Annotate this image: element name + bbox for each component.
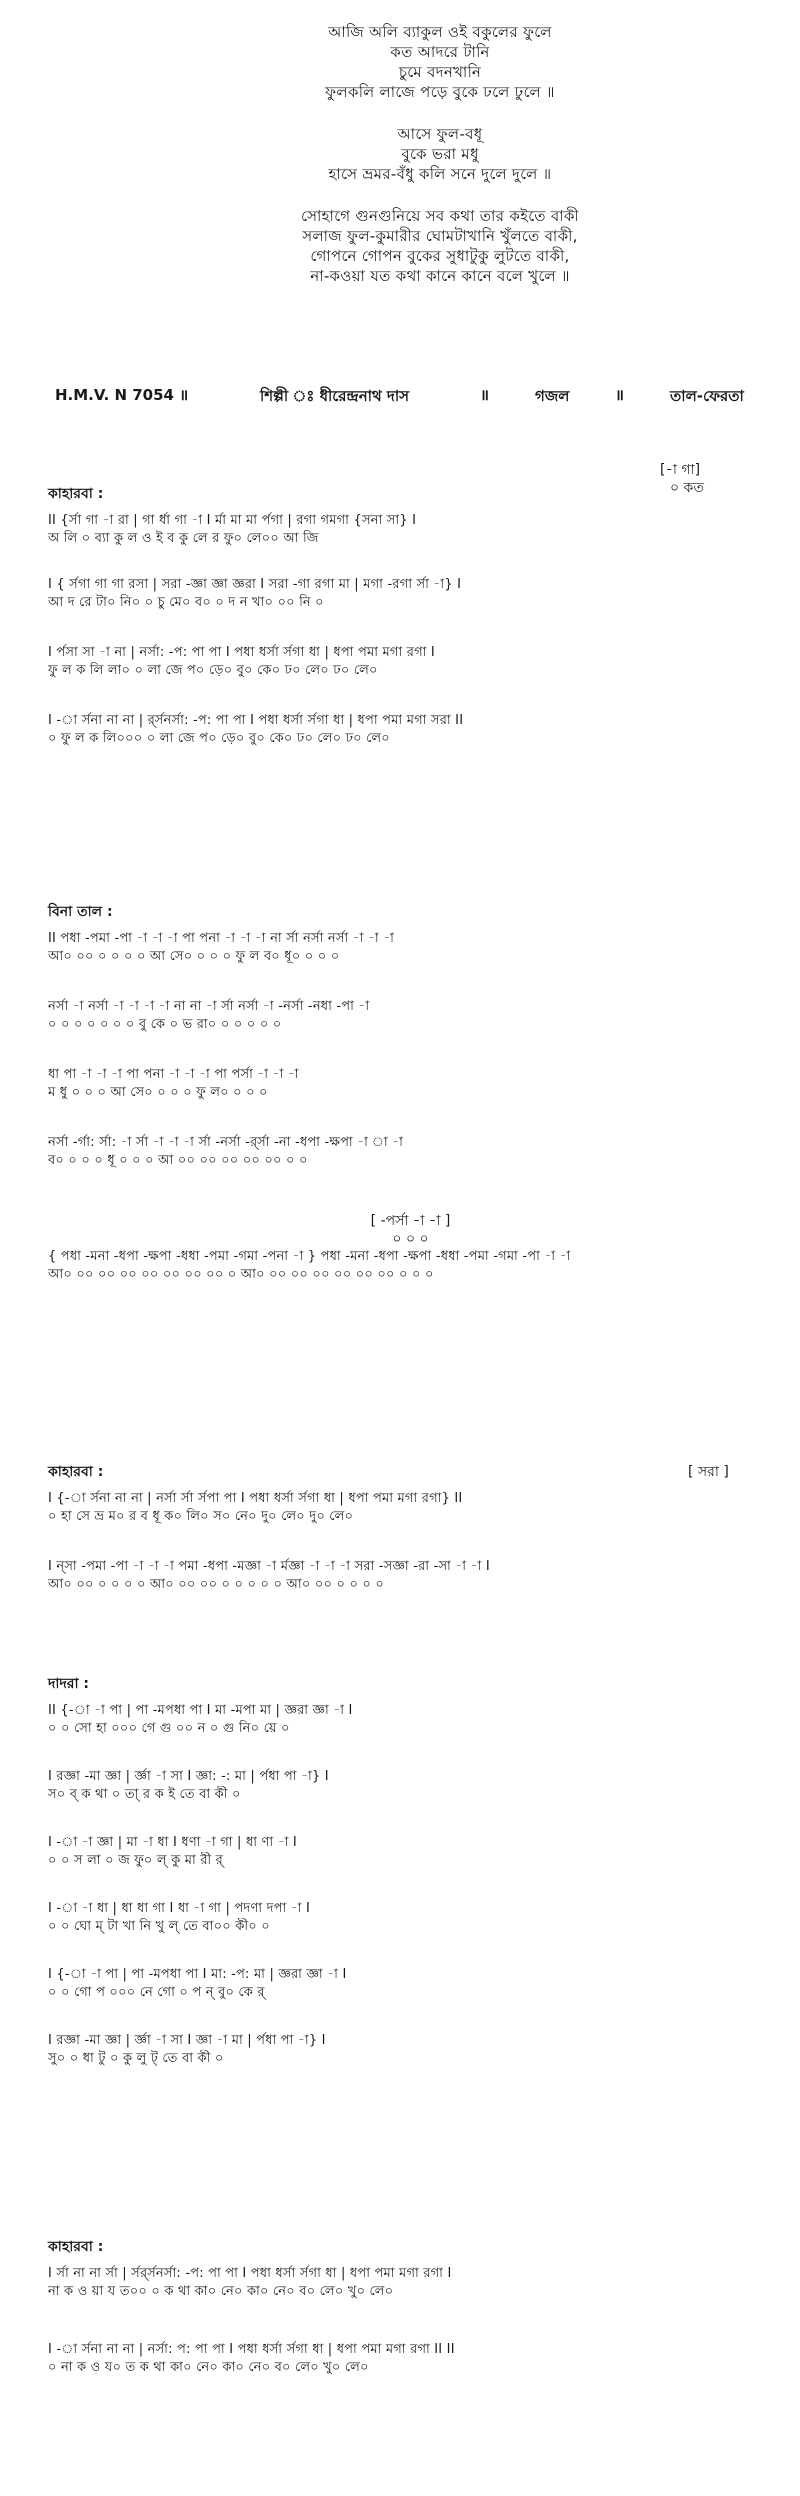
notation-row — [48, 1248, 773, 1284]
bracket-notes: [ সরা ] — [688, 1464, 729, 1480]
syllable-line: ০ ০ সো হা ০০০ গে গু ০০ ন ০ গু নি০ য়ে ০ — [48, 1721, 290, 1736]
ornament-notes: [ -পর্সা -া -া ] — [370, 1213, 451, 1229]
notation-row — [48, 1134, 773, 1170]
syllable-line: না ক ও য়া য ত০০ ০ ক থা কা০ নে০ কা০ নে০ ব০ লে০ খু০ লে০ — [48, 2284, 394, 2299]
syllable-line: আ০ ০০ ০০ ০০ ০০ ০০ ০০ ০০ ০ আ০ ০০ ০০ ০০ ০০ ০০ ০০ ০ ০ ০ — [48, 1267, 434, 1282]
notation-row — [48, 1490, 773, 1526]
record-header — [55, 385, 765, 413]
notation-row — [48, 1768, 773, 1804]
bracket-notes: [-া গা] — [660, 462, 701, 478]
notation-line: I র্পসা সা -া না | নর্সা: -প: পা পা I পধা ধর্সা র্সগা ধা | ধপা পমা মগা রগা I — [48, 645, 435, 660]
notation-row — [48, 1834, 773, 1870]
section-title: বিনা তাল : — [48, 904, 113, 920]
header-separator: ॥ — [615, 386, 624, 404]
notation-row — [48, 1558, 773, 1594]
notation-row — [48, 2032, 773, 2068]
section-kaharba-3 — [48, 2235, 773, 2401]
section-dadra — [48, 1672, 773, 2092]
syllable-line: ম ধু ০ ০ ০ আ সে০ ০ ০ ০ ফু ল০ ০ ০ ০ — [48, 1085, 268, 1100]
notation-row — [48, 1900, 773, 1936]
notation-row — [48, 644, 773, 680]
lyric-line: সোহাগে গুনগুনিয়ে সব কথা তার কইতে বাকী — [301, 207, 579, 225]
lyric-line: বুকে ভরা মধু — [401, 145, 479, 163]
notation-line: I রজ্ঞা -মা জ্ঞা | র্জ্ঞা -া সা I জ্ঞা -া মা | র্পধা পা -া} I — [48, 2033, 326, 2048]
lyrics-stanza-2 — [200, 124, 680, 184]
lyric-line: হাসে ভ্রমর-বঁধু কলি সনে দুলে দুলে ॥ — [328, 165, 552, 183]
lyric-line: কত আদরে টানি — [390, 43, 490, 61]
notation-line: II {র্সা গা -া রা | গা র্ধা গা -া I র্মা মা মা র্পগা | রগা গমগা {সনা সা} I — [48, 513, 417, 528]
bracket-syllables: ০ কত — [670, 480, 704, 496]
notation-row — [48, 712, 773, 748]
lyric-line: না-কওয়া যত কথা কানে কানে বলে খুলে ॥ — [310, 267, 570, 285]
lyric-line: সলাজ ফুল-কুমারীর ঘোমটাখানি খুঁলতে বাকী, — [302, 227, 578, 245]
syllable-line: ০ না ক ও য০ ত ক থা কা০ নে০ কা০ নে০ ব০ লে০ খু০ লে০ — [48, 2360, 369, 2375]
record-number: H.M.V. N 7054 ॥ — [55, 386, 189, 404]
syllable-line: আ০ ০০ ০ ০ ০ ০ আ০ ০০ ০০ ০ ০ ০ ০ ০ আ০ ০০ ০ ০ ০ ০ — [48, 1577, 385, 1592]
syllable-line: ব০ ০ ০ ০ ধূ ০ ০ ০ আ ০০ ০০ ০০ ০০ ০০ ০ ০ — [48, 1153, 308, 1168]
syllable-line: স০ ব্‌ ক থা ০ তা্‌ র ক ই তে বা কী ০ — [48, 1787, 241, 1802]
notation-row — [48, 2265, 773, 2301]
notation-line: I {-া -া পা | পা -মপধা পা I মা: -প: মা | জ্ঞরা জ্ঞা -া I — [48, 1967, 347, 1982]
notation-row — [48, 998, 773, 1034]
lyrics-stanza-1 — [200, 22, 680, 102]
notation-row — [48, 1702, 773, 1738]
notation-line: ধা পা -া -া -া পা পনা -া -া -া পা পর্সা -া -া -া — [48, 1067, 299, 1082]
syllable-line: ০ ০ ০ ০ ০ ০ ০ বু কে ০ ভ রা০ ০ ০ ০ ০ ০ — [48, 1017, 282, 1032]
lyric-line: ফুলকলি লাজে পড়ে বুকে ঢলে ঢুলে ॥ — [325, 83, 555, 101]
section-bina-taal — [48, 900, 773, 1308]
section-title: দাদরা : — [48, 1676, 90, 1692]
syllable-line: ০ হা সে ভ্র ম০ র ব ধূ ক০ লি০ স০ নে০ দু০ লে০ দু০ লে০ — [48, 1509, 354, 1524]
notation-row — [48, 2341, 773, 2377]
notation-line: I -া -া ধা | ধা ধা গা I ধা -া গা | পদণা দপা -া I — [48, 1901, 311, 1916]
notation-row — [48, 512, 773, 548]
notation-line: I -া র্সনা না না | র্র্সনর্সা: -প: পা পা I পধা ধর্সা র্সগা ধা | ধপা পমা মগা সরা II — [48, 713, 464, 728]
section-kaharba-2 — [48, 1460, 773, 1618]
lyric-line: আসে ফুল-বধূ — [397, 125, 483, 143]
notation-line: I { র্সগা গা গা রসা | সরা -জ্ঞা জ্ঞা জ্ঞরা I সরা -গা রগা মা | মগা -রগা র্সা -া} I — [48, 577, 462, 592]
notation-line: নর্সা -া নর্সা -া -া -া -া না না -া র্সা নর্সা -া -নর্সা -নধা -পা -া — [48, 999, 370, 1014]
notation-line: I -া -া জ্ঞা | মা -া ধা I ধণা -া গা | ধা ণা -া I — [48, 1835, 297, 1850]
syllable-line: ফু ল ক লি লা০ ০ লা জে প০ ড়ে০ বু০ কে০ ঢ০ লে০ ঢ০ লে০ — [48, 663, 378, 678]
syllable-line: ০ ০ গো প ০০০ নে গো ০ প ন্‌ বু০ কে র্‌ — [48, 1985, 265, 2000]
notation-line: II পধা -পমা -পা -া -া -া পা পনা -া -া -া না র্সা নর্সা নর্সা -া -া -া — [48, 931, 395, 946]
section-kaharba-1 — [48, 462, 773, 772]
section-title: কাহারবা : — [48, 1464, 104, 1480]
notation-row — [48, 576, 773, 612]
notation-line: { পধা -মনা -ধপা -ক্ষপা -ধধা -পমা -গমা -পনা -া } পধা -মনা -ধপা -ক্ষপা -ধধা -পমা -গমা -পা -া -া — [48, 1249, 571, 1264]
syllable-line: ০ ফু ল ক লি০০০ ০ লা জে প০ ড়ে০ বু০ কে০ ঢ০ লে০ ঢ০ লে০ — [48, 731, 390, 746]
header-separator: ॥ — [480, 386, 489, 404]
ornament-syllables: ০ ০ ০ — [392, 1231, 429, 1247]
section-title: কাহারবা : — [48, 2239, 104, 2255]
notation-line: II {-া -া পা | পা -মপধা পা I মা -মপা মা | জ্ঞরা জ্ঞা -া I — [48, 1703, 353, 1718]
lyric-line: গোপনে গোপন বুকের সুধাটুকু লুটতে বাকী, — [310, 247, 570, 265]
notation-row — [48, 1966, 773, 2002]
notation-line: I র্সা না না র্সা | র্সর্র্সনর্সা: -প: পা পা I পধা ধর্সা র্সগা ধা | ধপা পমা মগা রগা I — [48, 2266, 452, 2281]
lyric-line: চুমে বদনখানি — [398, 63, 482, 81]
taal-label: তাল-ফেরতা — [670, 387, 744, 405]
lyrics-block — [200, 22, 680, 308]
syllable-line: ০ ০ ঘো ম্‌ টা খা নি খু ল্‌ তে বা০০ কী০ ০ — [48, 1919, 270, 1934]
artist-name: শিল্পী ঃ ধীরেন্দ্রনাথ দাস — [260, 387, 410, 405]
genre-label: গজল — [535, 387, 570, 405]
notation-line: I {-া র্সনা না না | নর্সা র্সা র্সপা পা I পধা ধর্সা র্সগা ধা | ধপা পমা মগা রগা} II — [48, 1491, 463, 1506]
syllable-line: ০ ০ স লা ০ জ ফু০ ল্‌ কু মা রী র্‌ — [48, 1853, 224, 1868]
notation-line: I রজ্ঞা -মা জ্ঞা | র্জ্ঞা -া সা I জ্ঞা: -: মা | র্পধা পা -া} I — [48, 1769, 329, 1784]
lyric-line: আজি অলি ব্যাকুল ওই বকুলের ফুলে — [328, 23, 552, 41]
notation-line: I ন্‌সা -পমা -পা -া -া -া পমা -ধপা -মজ্ঞা -া র্মজ্ঞা -া -া -া সরা -সজ্ঞা -রা -সা -া -া I — [48, 1559, 490, 1574]
ornament-block — [48, 1212, 773, 1248]
notation-row — [48, 1066, 773, 1102]
syllable-line: অ লি ০ ব্যা কু ল ও ই ব কু লে র ফু০ লে০০ আ জি — [48, 531, 319, 546]
notation-line: I -া র্সনা না না | নর্সা: প: পা পা I পধা ধর্সা র্সগা ধা | ধপা পমা মগা রগা II II — [48, 2342, 455, 2357]
section-title: কাহারবা : — [48, 486, 104, 502]
syllable-line: আ দ রে টা০ নি০ ০ চু মে০ ব০ ০ দ ন খা০ ০০ নি ০ — [48, 595, 324, 610]
notation-row — [48, 930, 773, 966]
syllable-line: আ০ ০০ ০ ০ ০ ০ আ সে০ ০ ০ ০ ফু ল ব০ ধূ০ ০ ০ ০ — [48, 949, 340, 964]
syllable-line: সু০ ০ ধা টু ০ কু লু ট্‌ তে বা কী ০ — [48, 2051, 224, 2066]
lyrics-stanza-3 — [200, 206, 680, 286]
notation-line: নর্সা -র্গা: র্সা: -া র্সা -া -া -া র্সা -নর্সা -র্র্সা -না -ধপা -ক্ষপা -া া -া — [48, 1135, 404, 1150]
